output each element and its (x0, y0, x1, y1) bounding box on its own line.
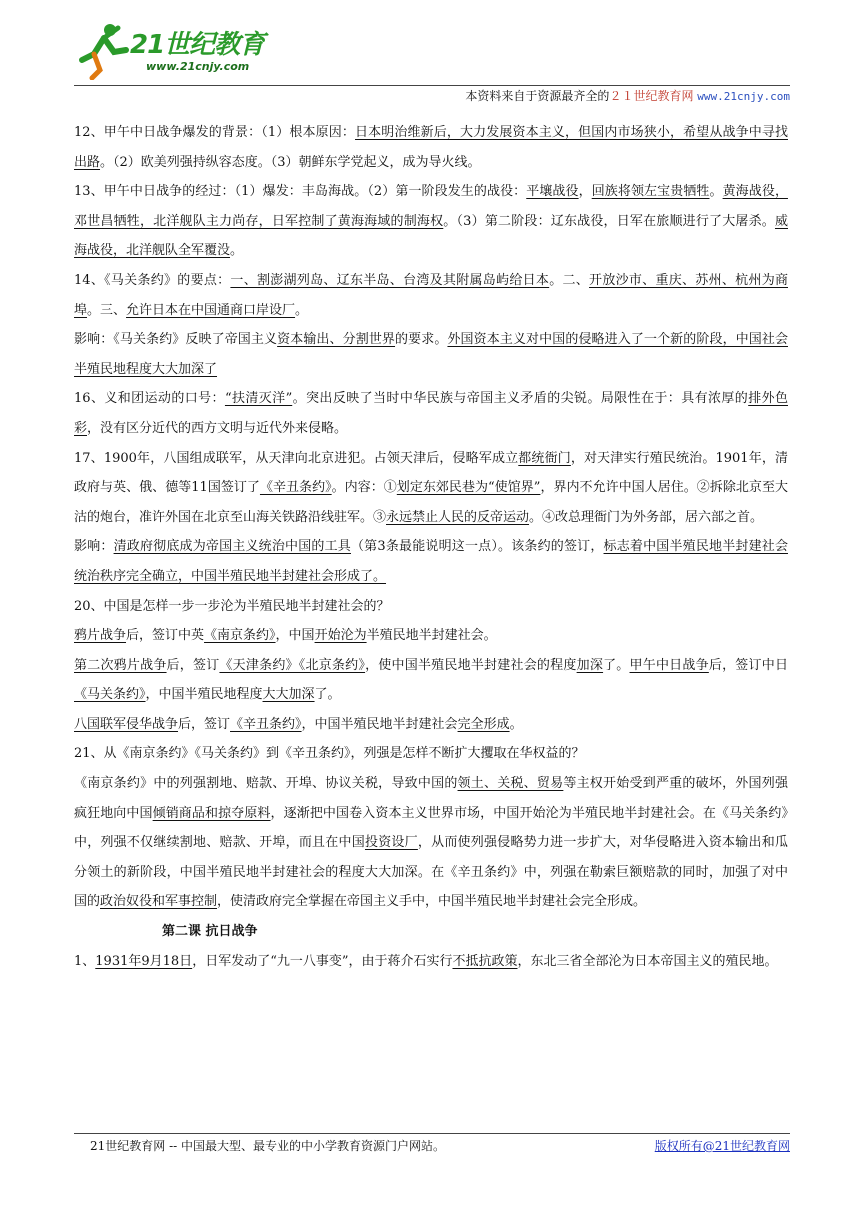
source-line (465, 87, 790, 104)
underlined-text: 平壤战役 (526, 184, 579, 200)
item-14-impact (74, 325, 788, 384)
underlined-text: 政治奴役和军事控制 (100, 894, 218, 910)
underlined-text: 《南京条约》 (204, 628, 276, 644)
underlined-text: 外国资本主义对中国的侵略进入了一个新的阶段，中国社会半殖民地程度大大加深了 (74, 332, 788, 377)
header-divider (74, 85, 790, 86)
underlined-text: 回族将领左宝贵牺牲 (591, 184, 710, 200)
underlined-text: 倾销商品和掠夺原料 (152, 805, 271, 821)
underlined-text: 投资设厂 (364, 835, 418, 851)
text: 13、甲午中日战争的经过：（1）爆发：丰岛海战。（2）第一阶段发生的战役： (74, 184, 527, 200)
item-13 (74, 177, 788, 266)
item-16 (74, 384, 788, 443)
source-prefix: 本资料来自于资源最齐全的 (465, 89, 610, 103)
footer-divider (74, 1133, 790, 1134)
text: 《南京条约》中的列强割地、赔款、开埠、协议关税，导致中国的 (74, 776, 458, 792)
text: 。内容：① (331, 480, 397, 496)
logo-text: 21世纪教育 (130, 30, 265, 60)
text: ，界内不允许中国人居住。②拆除北京至大沽的炮台，准许外国在北京至山海关铁路沿线驻军。③ (74, 480, 788, 525)
underlined-text: 开放沙市、重庆、苏州、杭州为商埠 (74, 272, 788, 318)
item-17 (74, 444, 788, 533)
text: ，使中国半殖民地半封建社会的程度 (365, 657, 577, 673)
underlined-text: 永远禁止人民的反帝运动 (386, 509, 530, 525)
text: 。 (230, 243, 244, 259)
text: 14、《马关条约》的要点： (74, 272, 231, 288)
underlined-text: 加深 (576, 657, 604, 673)
underlined-text: 甲午中日战争 (629, 657, 709, 673)
item-20-question: 20、中国是怎样一步一步沦为半殖民地半封建社会的？ (74, 598, 390, 614)
underlined-text: 标志着中国半殖民地半封建社会统治秩序完全确立，中国半殖民地半封建社会形成了。 (74, 539, 788, 584)
source-site: ２１世纪教育网 (609, 89, 694, 103)
text: 。二、 (549, 272, 590, 288)
text: ， (578, 184, 592, 200)
text: 。④改总理衙门为外务部，居六部之首。 (529, 509, 764, 525)
text: ，从而使列强侵略势力进一步扩大，对华侵略进入资本输出和瓜分领土的新阶段，中国半殖民地半封建社会的程度大大加深。在《辛丑条约》中，列强在勒索巨额赔款的同时，加强了对中国的 (74, 835, 788, 910)
text: 。突出反映了当时中华民族与帝国主义矛盾的尖锐。局限性在于：具有浓厚的 (292, 391, 749, 407)
underlined-text: 《辛丑条约》 (230, 716, 302, 732)
text: 17、1900年，八国组成联军，从天津向北京进犯。占领天津后，侵略军成立 (74, 450, 519, 466)
underlined-text: “扶清灭洋” (224, 391, 293, 407)
item-12 (74, 118, 788, 177)
underlined-text: 一、割澎湖列岛、辽东半岛、台湾及其附属岛屿给日本 (230, 272, 550, 288)
text: 。 (295, 302, 309, 318)
text: 后，签订中日 (708, 657, 788, 673)
document-body (74, 118, 788, 976)
item-1 (74, 947, 788, 977)
item-14 (74, 266, 788, 325)
text: 。 (709, 184, 723, 200)
item-20-line-1 (74, 621, 788, 651)
text: 。（2）欧美列强持纵容态度。（3）朝鲜东学党起义，成为导火线。 (100, 154, 481, 170)
text: 影响： (74, 539, 114, 555)
underlined-text: 威海战役，北洋舰队全军覆没 (74, 213, 788, 259)
text: 后，签订 (178, 716, 231, 732)
item-21-question: 21、从《南京条约》《马关条约》到《辛丑条约》，列强是怎样不断扩大攫取在华权益的？ (74, 746, 585, 762)
text: 。（3）第二阶段：辽东战役，日军在旅顺进行了大屠杀。 (443, 213, 775, 229)
underlined-text: 清政府彻底成为帝国主义统治中国的工具 (113, 539, 351, 555)
underlined-text: 鸦片战争 (74, 628, 127, 644)
text: 了。 (314, 687, 341, 703)
text: ，中国半殖民地半封建社会 (301, 716, 458, 732)
text: （第3条最能说明这一点）。该条约的签订， (350, 539, 604, 555)
underlined-text: 划定东郊民巷为“使馆界” (396, 480, 541, 496)
underlined-text: 开始沦为 (314, 628, 367, 644)
underlined-text: 《辛丑条约》 (259, 480, 332, 496)
text: 后，签订 (166, 657, 220, 673)
text: ，中国半殖民地程度 (145, 687, 263, 703)
underlined-text: 不抵抗政策 (452, 953, 518, 969)
underlined-text: 《马关条约》 (74, 687, 146, 703)
text: 半殖民地半封建社会。 (366, 628, 497, 644)
copyright-link[interactable]: 版权所有@21世纪教育网 (654, 1139, 790, 1153)
underlined-text: 完全形成 (457, 716, 510, 732)
page-header (74, 20, 790, 103)
text: ，对天津实行殖民统治。1901年，清政府与英、俄、德等11国签订了 (74, 450, 788, 496)
underlined-text: 领土、关税、贸易 (457, 776, 564, 792)
text: 后，签订中英 (126, 628, 205, 644)
text: 12、甲午中日战争爆发的背景：（1）根本原因： (74, 125, 356, 140)
item-20-line-2 (74, 651, 788, 710)
underlined-text: 大大加深 (262, 687, 315, 703)
text: ，逐渐把中国卷入资本主义世界市场，中国开始沦为半殖民地半封建社会。在《马关条约》中，列强不仅继续割地、赔款、开埠，而且在中国 (74, 805, 788, 851)
item-20-line-3 (74, 710, 788, 740)
source-url-link[interactable]: www.21cnjy.com (697, 90, 790, 103)
text: 影响：《马关条约》反映了帝国主义 (74, 332, 278, 348)
text: 16、义和团运动的口号： (74, 391, 225, 407)
underlined-text: 八国联军侵华战争 (74, 716, 179, 732)
logo-url: www.21cnjy.com (146, 60, 250, 73)
underlined-text: 资本输出、分割世界 (277, 332, 396, 348)
running-figure-icon (74, 20, 134, 80)
text: ，东北三省全部沦为日本帝国主义的殖民地。 (517, 953, 778, 969)
underlined-text: 第二次鸦片战争 (74, 657, 167, 673)
text: 了。 (603, 657, 630, 673)
underlined-text: 黄海战役，邓世昌牺牲，北洋舰队主力尚存，日军控制了黄海海域的制海权 (74, 184, 788, 229)
item-21-answer (74, 769, 788, 917)
text: 。三、 (87, 302, 127, 318)
text: 。 (509, 716, 523, 732)
site-logo (74, 20, 284, 82)
text: 1、 (74, 953, 96, 969)
text: 等主权开始受到严重的破坏，外国列强疯狂地向中国 (74, 776, 788, 821)
footer-text: 21世纪教育网 -- 中国最大型、最专业的中小学教育资源门户网站。 (90, 1139, 446, 1153)
lesson-heading: 第二课 抗日战争 (162, 924, 258, 940)
underlined-text: 日本明治维新后，大力发展资本主义，但国内市场狭小，希望从战争中寻找出路 (74, 125, 788, 170)
text: 的要求。 (395, 332, 448, 348)
underlined-text: 排外色彩 (74, 391, 788, 436)
text: ，使清政府完全掌握在帝国主义手中，中国半殖民地半封建社会完全形成。 (217, 894, 647, 910)
underlined-text: 1931年9月18日 (95, 953, 193, 969)
item-17-impact (74, 532, 788, 591)
underlined-text: 允许日本在中国通商口岸设厂 (126, 302, 296, 318)
underlined-text: 《天津条约》《北京条约》 (219, 657, 366, 673)
text: ，没有区分近代的西方文明与近代外来侵略。 (87, 420, 348, 436)
underlined-text: 都统衙门 (518, 450, 571, 466)
text: ，中国 (275, 628, 315, 644)
text: ，日军发动了“九一八事变”，由于蒋介石实行 (192, 953, 453, 969)
